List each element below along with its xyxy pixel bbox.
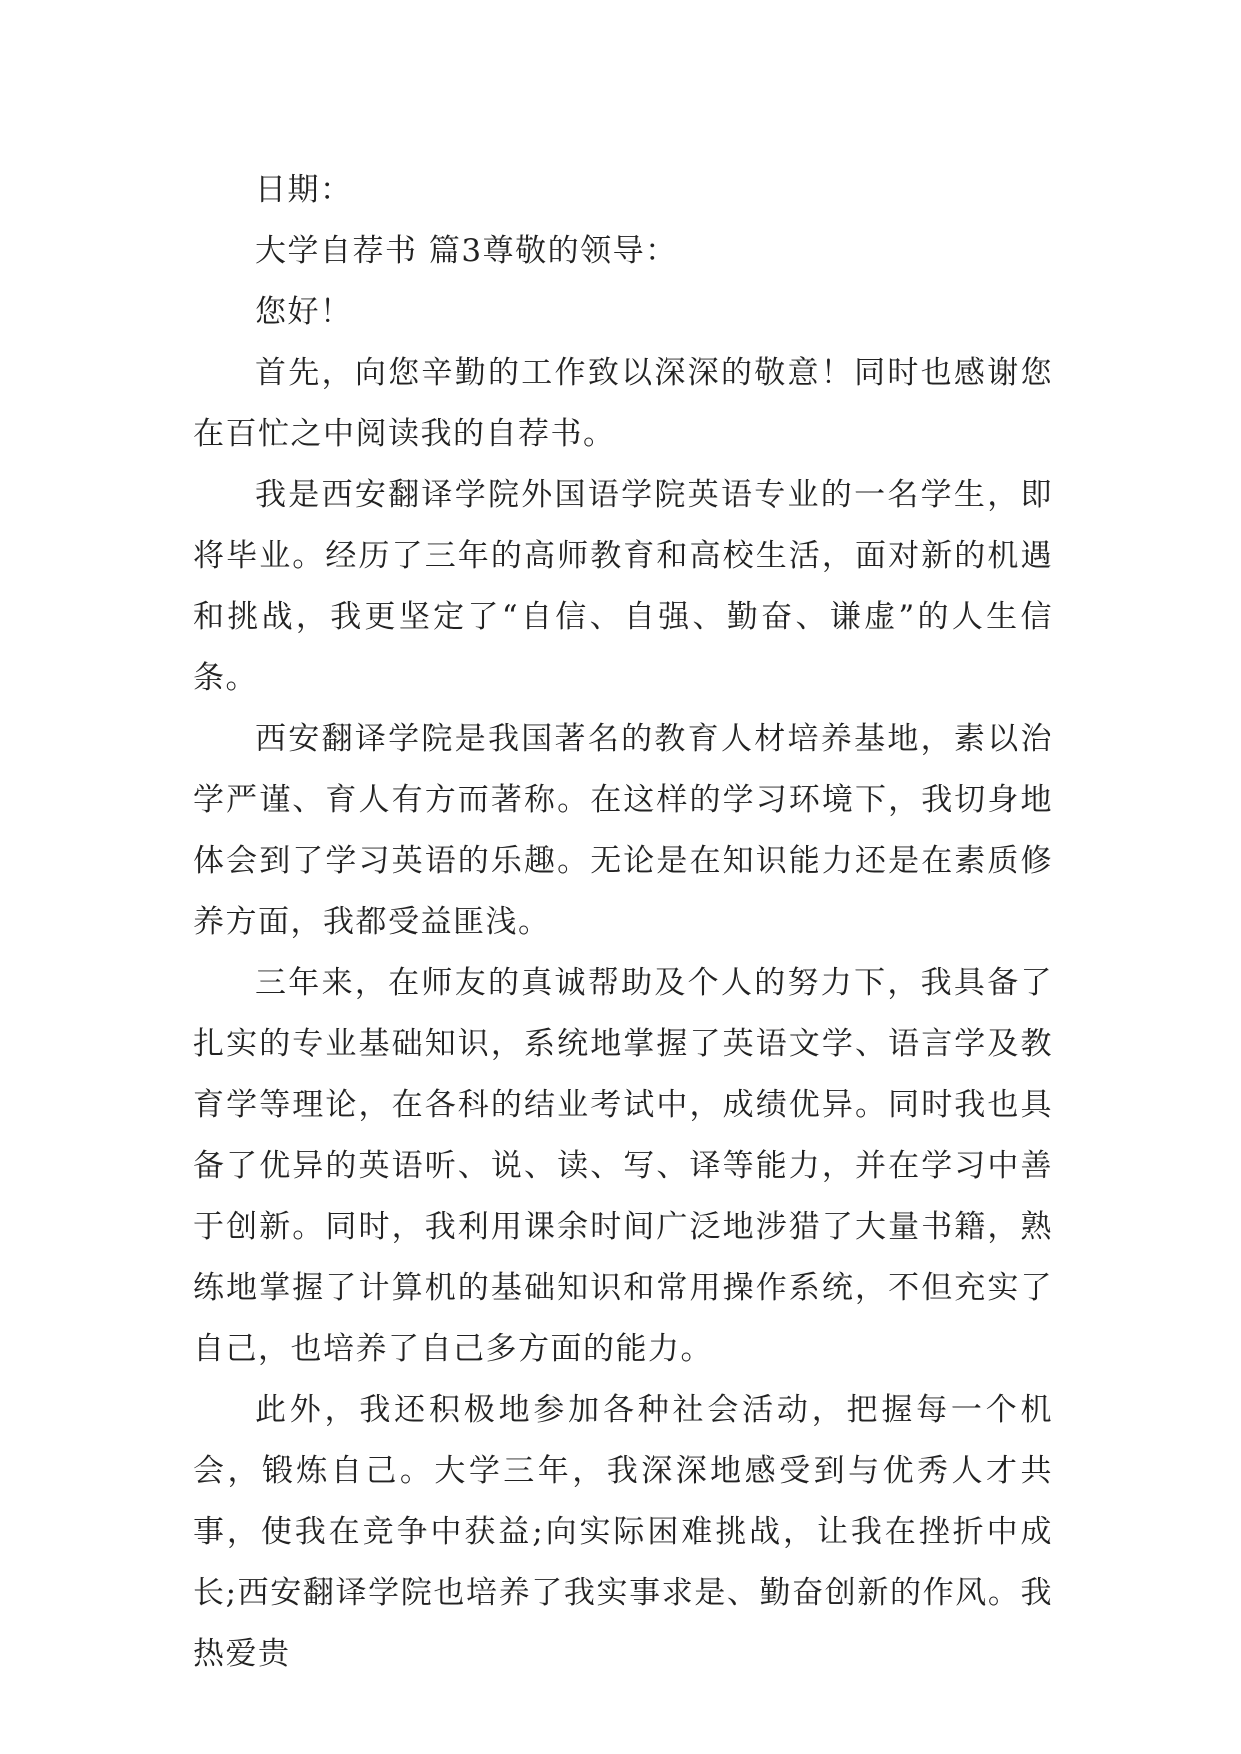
date-line: 日期： bbox=[255, 172, 353, 208]
document-body bbox=[193, 160, 1053, 1685]
paragraph-skills: 三年来，在师友的真诚帮助及个人的努力下，我具备了扎实的专业基础知识，系统地掌握了英语文学、语言学及教育学等理论，在各科的结业考试中，成绩优异。同时我也具备了优异的英语听、说、读、写、译等能力，并在学习中善于创新。同时，我利用课余时间广泛地涉猎了大量书籍，熟练地掌握了计算机的基础知识和常用操作系统，不但充实了自己，也培养了自己多方面的能力。 bbox=[193, 965, 1053, 1367]
section-heading-salutation: 大学自荐书 篇3尊敬的领导： bbox=[255, 233, 678, 269]
paragraph-school: 西安翻译学院是我国著名的教育人材培养基地，素以治学严谨、育人有方而著称。在这样的学习环境下，我切身地体会到了学习英语的乐趣。无论是在知识能力还是在素质修养方面，我都受益匪浅。 bbox=[193, 721, 1053, 940]
greeting: 您好！ bbox=[255, 294, 353, 330]
paragraph-activities: 此外，我还积极地参加各种社会活动，把握每一个机会，锻炼自己。大学三年，我深深地感受到与优秀人才共事，使我在竞争中获益;向实际困难挑战，让我在挫折中成长;西安翻译学院也培养了我实事求是、勤奋创新的作风。我热爱贵 bbox=[193, 1392, 1053, 1672]
paragraph-introduction: 我是西安翻译学院外国语学院英语专业的一名学生，即将毕业。经历了三年的高师教育和高校生活，面对新的机遇和挑战，我更坚定了“自信、自强、勤奋、谦虚”的人生信条。 bbox=[193, 477, 1053, 696]
paragraph-opening: 首先，向您辛勤的工作致以深深的敬意！同时也感谢您在百忙之中阅读我的自荐书。 bbox=[193, 355, 1053, 452]
